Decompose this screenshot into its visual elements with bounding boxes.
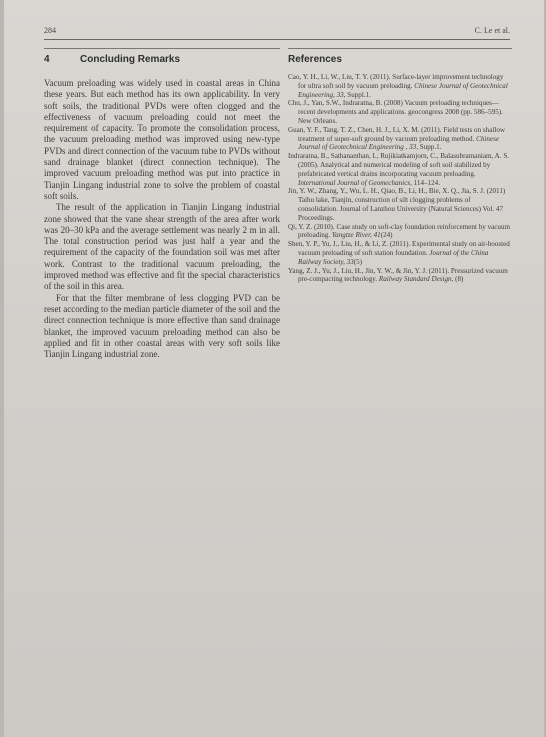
reference-item: Qi, Y. Z. (2010). Case study on soft-clay foundation reinforcement by vacuum preloading. Yangtze River, 41(24) [288, 222, 511, 240]
section-title: Concluding Remarks [80, 54, 181, 65]
reference-item: Chu, J., Yan, S.W., Indraratna, B. (2008) Vacuum preloading techniques—recent developments and applications. geocongress 2008 (pp. 586–595). New Orleans. [288, 99, 503, 125]
header-rule [44, 39, 510, 40]
right-column [288, 48, 512, 284]
running-header [44, 26, 510, 38]
section-number: 4 [44, 54, 50, 65]
references-heading: References [288, 54, 342, 65]
references-rule [288, 48, 512, 49]
page-number: 284 [44, 26, 56, 35]
journal-page [4, 0, 544, 737]
left-column [44, 48, 280, 360]
section-heading [44, 54, 280, 65]
paragraph-2: The result of the application in Tianjin Lingang industrial zone showed that the vane shear strength of the area after work was 20–30 kPa and the average settlement was nearly 2 m in all. The total construction period was just half a year and the requirement of the capacity of the foundation soil was met after work. Contrast to the traditional vacuum preloading, the improved method was effective and fit the special characteristics of the soil in this area. [44, 202, 280, 292]
reference-item: Yang, Z. J., Yu, J., Liu, H., Jin, Y. W., & Jin, Y. J. (2011). Pressurized vacuum pre-compacting technology. Railway Standard Design, (8) [288, 266, 508, 284]
reference-item: Guan, Y. F., Tang, T. Z., Chen, H. J., Li, X. M. (2011). Field tests on shallow treatment of super-soft ground by vacuum preloading method. Chinese Journal of Geotechnical Engineering , 33, Supp.1. [288, 125, 505, 152]
paragraph-3: For that the filter membrane of less clogging PVD can be reset according to the median particle diameter of the soil and the direct connection technique is more effective than sand drainage blanket, the improved vacuum preloading method can also be applied and fit in other coastal areas with very soft soils like Tianjin Lingang industrial zone. [44, 292, 280, 360]
reference-item: Jin, Y. W., Zhang, Y., Wu, L. H., Qiao, B., Li, H., Bie, X. Q., Jia, S. J. (2011) Taihu lake, Tianjin, construction of silt clogging problems of consolidation. Journal of Lanzhou University (Natural Sciences) Vol. 47 Proceedings. [288, 187, 506, 222]
running-author: C. Le et al. [474, 26, 510, 35]
reference-item: Cao, Y. H., Li, W., Liu, T. Y. (2011). Surface-layer improvement technology for ultra soft soil by vacuum preloading. Chinese Journal of Geotechnical Engineering, 33, Suppl.1. [288, 73, 508, 99]
reference-item: Indraratna, B., Sathananthan, I., Rujikiatkamjorn, C., Balasubramaniam, A. S. (2005). Analytical and numerical modeling of soft soil stabilized by prefabricated vertical drains incorporating vacuum preloading. International Journal of Geomechanics, 114–124. [288, 152, 510, 187]
reference-list [288, 73, 512, 284]
paragraph-1: Vacuum preloading was widely used in coastal areas in China these years. But each method has its own applicability. In very soft soils, the traditional PVDs were often clogged and the effectiveness of vacuum preloading could not meet the requirement of capacity. To promote the consolidation process, the vacuum preloading method was improved using new-type PVDs and direct connection of the vacuum tube to PVDs without sand drainage blanket (direct connection technique). The improved vacuum preloading method was put into practice in Tianjin Lingang industrial zone to solve the problem of coastal soft soils. [44, 78, 280, 201]
reference-item: Shen, Y. P., Yu, J., Liu, H., & Li, Z. (2011). Experimental study on air-boosted vacuum preloading of soft station foundation. Journal of the China Railway Society, 33(5) [288, 240, 510, 266]
section-rule [44, 48, 280, 49]
